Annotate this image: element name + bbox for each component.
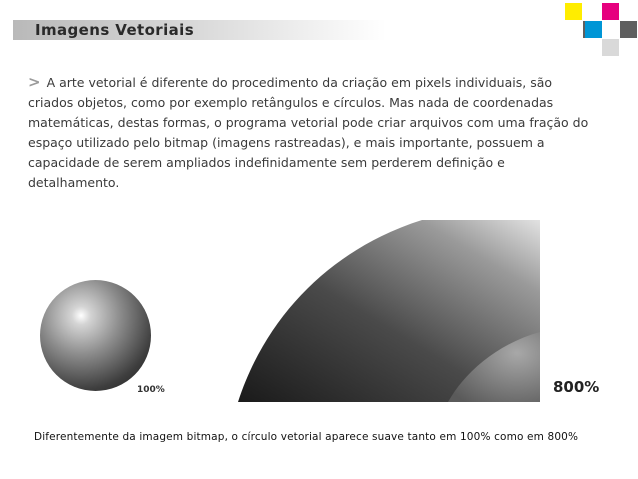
page-title: Imagens Vetoriais (35, 21, 195, 39)
label-100-percent: 100% (137, 385, 165, 395)
magenta-square (602, 3, 619, 20)
description-text: A arte vetorial é diferente do procedimento da criação em pixels individuais, são criados objetos, como por exemplo retângulos e círculos. Mas nada de coordenadas matemáticas, destas formas, o programa vetorial pode criar arquivos com uma fração do espaço utilizado pelo bitmap (imagens rastreadas), e mais importante, possuem a capacidade de serem ampliados indefinidamente sem perderem definição e detalhamento. (28, 75, 589, 190)
vector-circle-800-zoom (238, 220, 540, 402)
description-paragraph (28, 72, 593, 193)
dark-gray-square-right (620, 21, 637, 38)
caption-text: Diferentemente da imagem bitmap, o círculo vetorial aparece suave tanto em 100% como em 800% (34, 431, 579, 443)
label-800-percent: 800% (553, 378, 600, 396)
light-gray-square (602, 39, 619, 56)
vector-circle-100 (40, 280, 151, 391)
yellow-square (565, 3, 582, 20)
bullet-arrow-icon: > (28, 73, 41, 91)
title-bar (13, 20, 386, 40)
cyan-square (585, 21, 602, 38)
